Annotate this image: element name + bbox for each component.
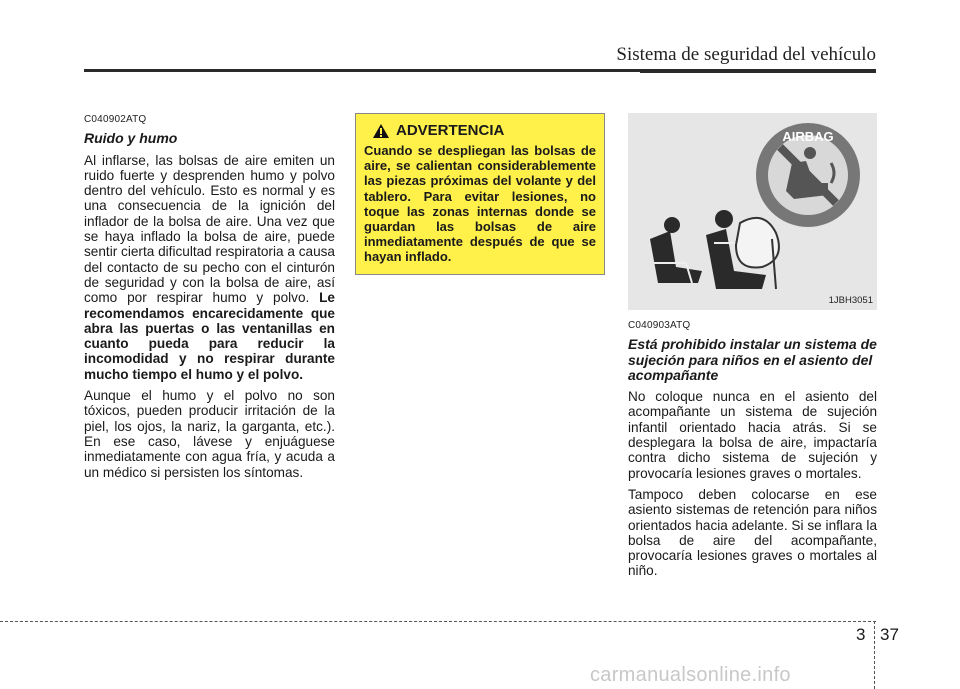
paragraph-rear-facing: No coloque nunca en el asiento del acompañante un sistema de sujeción infantil orientado hacia atrás. Si se desplegara la bolsa de aire, impactaría contra dicho sistema de sujeción y provocaría lesiones graves o mortales.	[628, 389, 877, 481]
paragraph-text: Al inflarse, las bolsas de aire emiten un ruido fuerte y desprenden humo y polvo dentro del vehículo. Esto es normal y es una consecuencia de la ignición del inflador de la bolsa de aire. Una vez que se haya inflado la bolsa de aire, puede sentir cierta dificultad respiratoria a causa del contacto de su pecho con el cinturón de seguridad y con la bolsa de aire, así como por respirar humo y polvo.	[84, 152, 335, 306]
footer-separator	[874, 621, 875, 689]
paragraph-forward-facing: Tampoco deben colocarse en ese asiento sistemas de retención para niños orientados hacia adelante. Si se inflara la bolsa de aire del acompañante, provocaría lesiones graves o mortales al niño.	[628, 486, 877, 579]
warning-title-text: ADVERTENCIA	[396, 122, 505, 139]
airbag-badge-text: AIRBAG	[782, 129, 834, 144]
warning-triangle-icon	[372, 123, 390, 139]
recommendation-text: Le recomendamos encarecidamente que abra las puertas o las ventanillas en cuanto pueda para reducir la incomodidad y no respirar durante mucho tiempo el humo y el polvo.	[84, 290, 335, 382]
section-heading: Ruido y humo	[84, 130, 178, 147]
left-column	[84, 112, 335, 486]
page-number: 37	[880, 625, 899, 644]
chapter-number: 3	[856, 625, 866, 644]
warning-title	[372, 122, 596, 139]
illustration-svg	[628, 113, 877, 310]
paragraph-noise-smoke	[84, 153, 335, 382]
right-column	[628, 318, 877, 585]
paragraph-irritation: Aunque el humo y el polvo no son tóxicos, pueden producir irritación de la piel, los ojos, la nariz, la garganta, etc.). En ese caso, lávese y enjuáguese inmediatamente con agua fría, y acuda a un médico si persisten los síntomas.	[84, 388, 335, 480]
section-code: C040903ATQ	[628, 320, 691, 331]
warning-body: Cuando se despliegan las bolsas de aire, se calientan considerablemente las piezas próximas del volante y del tablero. Para evitar lesiones, no toque las zonas internas donde se guardan las bolsas de aire inmediatamente después de que se hayan inflado.	[364, 143, 596, 265]
footer-rule	[0, 621, 876, 622]
warning-box	[355, 113, 605, 275]
airbag-child-seat-illustration	[628, 113, 877, 310]
figure-label: 1JBH3051	[828, 295, 873, 306]
section-code: C040902ATQ	[84, 114, 147, 125]
page-header-title: Sistema de seguridad del vehículo	[616, 44, 876, 65]
rear-seat-icon	[650, 217, 702, 283]
section-heading: Está prohibido instalar un sistema de sujeción para niños en el asiento del acompañante	[628, 336, 877, 383]
watermark: carmanualsonline.info	[590, 664, 791, 686]
header-rule-thin	[640, 72, 876, 73]
no-child-seat-icon	[756, 123, 860, 227]
